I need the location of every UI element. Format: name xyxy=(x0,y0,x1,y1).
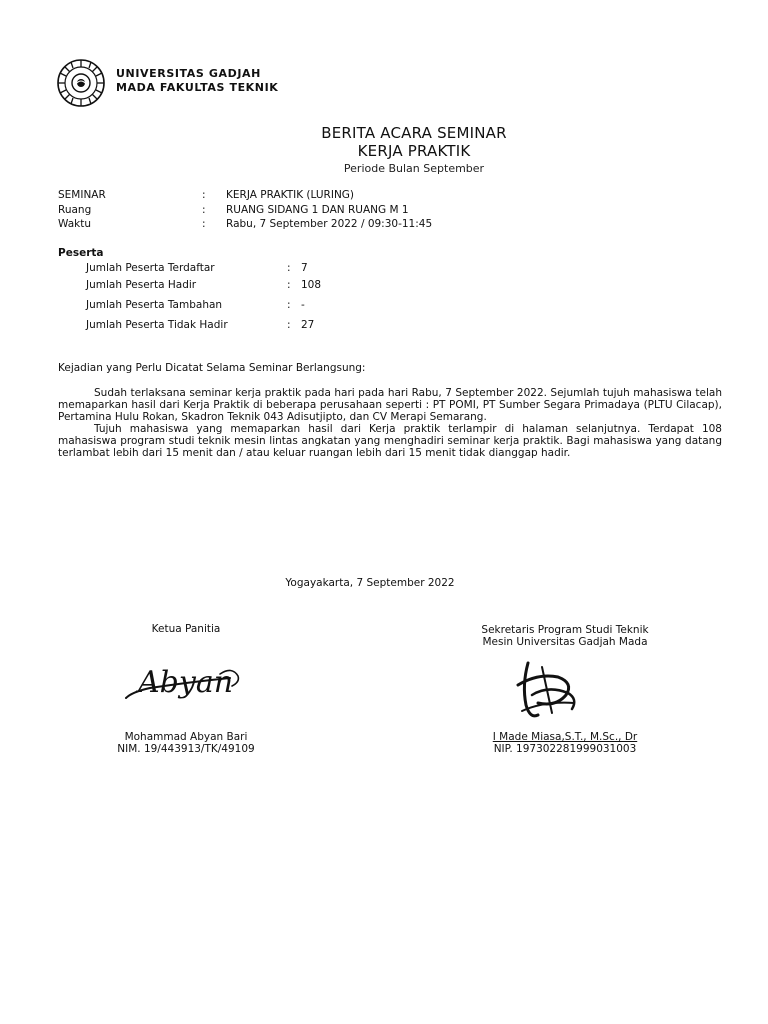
left-signer-name: Mohammad Abyan Bari xyxy=(124,731,248,743)
info-sep: : xyxy=(202,189,206,201)
right-signer-role-line-2: Mesin Universitas Gadjah Mada xyxy=(482,636,648,648)
university-logo xyxy=(56,55,106,111)
left-signer-role: Ketua Panitia xyxy=(151,623,221,635)
info-label: Waktu xyxy=(58,218,91,230)
signature-script-text: Abyan xyxy=(138,665,234,700)
info-row-seminar xyxy=(0,188,768,202)
peserta-value: - xyxy=(301,299,305,311)
info-label: SEMINAR xyxy=(58,189,106,201)
peserta-sep: : xyxy=(287,262,291,274)
right-signer-name: I Made Miasa,S.T., M.Sc., Dr xyxy=(492,731,638,743)
document-period: Periode Bulan September xyxy=(343,162,485,175)
right-signer-id: NIP. 197302281999031003 xyxy=(493,743,637,755)
info-sep: : xyxy=(202,204,206,216)
document-title-line-1: BERITA ACARA SEMINAR xyxy=(321,124,507,142)
peserta-label: Jumlah Peserta Tambahan xyxy=(86,299,223,311)
institution-name xyxy=(116,67,278,95)
info-label: Ruang xyxy=(58,204,92,216)
peserta-value: 108 xyxy=(301,279,322,291)
institution-line-2: MADA FAKULTAS TEKNIK xyxy=(116,81,279,94)
right-signer-role-line-1: Sekretaris Program Studi Teknik xyxy=(481,624,649,636)
kejadian-paragraph-2: Tujuh mahasiswa yang memaparkan hasil dari Kerja praktik terlampir di halaman selanjutnya. Terdapat 108 mahasiswa program studi teknik mesin lintas angkatan yang menghadiri seminar kerja praktik. Bagi mahasiswa yang datang terlambat lebih dari 15 menit dan / atau keluar ruangan lebih dari 15 menit tidak dianggap hadir. xyxy=(58,423,722,459)
peserta-row-tidak-hadir xyxy=(0,319,768,333)
peserta-row-tambahan xyxy=(0,299,768,313)
info-value: RUANG SIDANG 1 DAN RUANG M 1 xyxy=(226,204,409,216)
peserta-value: 7 xyxy=(301,262,308,274)
peserta-sep: : xyxy=(287,279,291,291)
kejadian-heading: Kejadian yang Perlu Dicatat Selama Seminar Berlangsung: xyxy=(58,362,366,374)
institution-line-1: UNIVERSITAS GADJAH xyxy=(116,67,261,80)
left-handwritten-signature xyxy=(120,652,250,712)
peserta-row-hadir xyxy=(0,279,768,293)
peserta-label: Jumlah Peserta Tidak Hadir xyxy=(86,319,228,331)
info-sep: : xyxy=(202,218,206,230)
peserta-sep: : xyxy=(287,299,291,311)
peserta-heading: Peserta xyxy=(58,247,104,259)
peserta-label: Jumlah Peserta Hadir xyxy=(86,279,197,291)
right-handwritten-signature xyxy=(508,655,588,725)
peserta-value: 27 xyxy=(301,319,315,331)
kejadian-paragraph-1: Sudah terlaksana seminar kerja praktik pada hari pada hari Rabu, 7 September 2022. Sejumlah tujuh mahasiswa telah memaparkan hasil dari Kerja Praktik di beberapa perusahaan seperti : PT POMI, PT Sumber Segara Primadaya (PLTU Cilacap), Pertamina Hulu Rokan, Skadron Teknik 043 Adisutjipto, dan CV Merapi Semarang. xyxy=(58,387,722,423)
info-value: Rabu, 7 September 2022 / 09:30-11:45 xyxy=(226,218,433,230)
kejadian-body xyxy=(58,387,722,459)
document-title-line-2: KERJA PRAKTIK xyxy=(357,142,471,160)
info-value: KERJA PRAKTIK (LURING) xyxy=(226,189,355,201)
peserta-sep: : xyxy=(287,319,291,331)
left-signer-id: NIM. 19/443913/TK/49109 xyxy=(117,743,255,755)
place-date: Yogayakarta, 7 September 2022 xyxy=(285,577,455,589)
peserta-row-terdaftar xyxy=(0,262,768,276)
info-row-ruang xyxy=(0,203,768,217)
right-signer-role xyxy=(460,624,670,648)
info-row-waktu xyxy=(0,217,768,231)
peserta-label: Jumlah Peserta Terdaftar xyxy=(86,262,215,274)
